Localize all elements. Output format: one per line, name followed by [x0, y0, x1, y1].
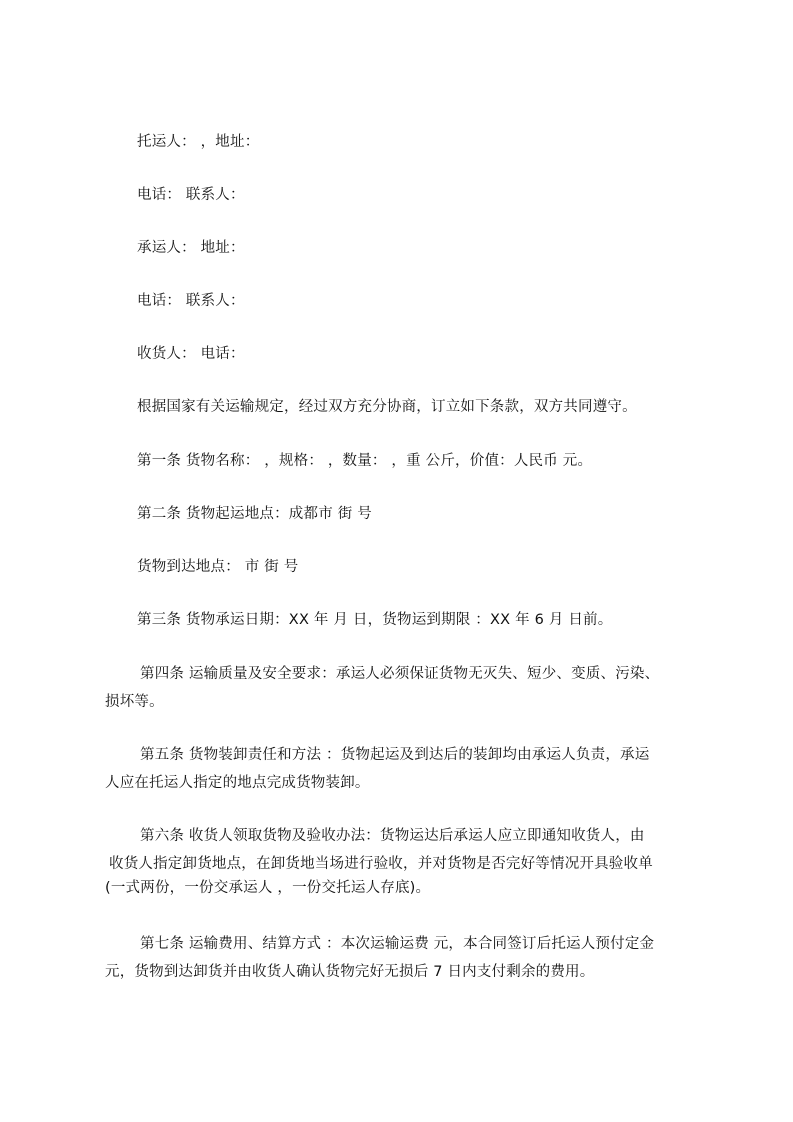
article-6-line-3: (一式两份，一份交承运人 ，一份交托运人存底)。: [105, 880, 431, 896]
preamble-line: 根据国家有关运输规定，经过双方充分协商，订立如下条款，双方共同遵守。: [137, 399, 637, 415]
article-1: 第一条 货物名称： ，规格： ，数量： ，重 公斤，价值：人民币 元。: [137, 453, 593, 469]
carrier-line: 承运人： 地址：: [137, 240, 245, 256]
article-2: 第二条 货物起运地点：成都市 街 号: [137, 506, 372, 522]
article-3: 第三条 货物承运日期：XX 年 月 日，货物运到期限 ：XX 年 6 月 日前。: [137, 612, 613, 628]
article-4-line-1: 第四条 运输质量及安全要求：承运人必须保证货物无灭失、短少、变质、污染、: [140, 666, 660, 682]
consignee-line: 收货人： 电话：: [137, 346, 245, 362]
article-4-line-2: 损坏等。: [105, 694, 164, 710]
article-5-line-1: 第五条 货物装卸责任和方法 ：货物起运及到达后的装卸均由承运人负责，承运: [140, 747, 650, 763]
article-7-line-2: 元，货物到达卸货并由收货人确认货物完好无损后 7 日内支付剩余的费用。: [105, 964, 595, 980]
destination-line: 货物到达地点： 市 街 号: [137, 559, 299, 575]
shipper-line: 托运人： ，地址：: [137, 134, 260, 150]
shipper-phone-line: 电话： 联系人：: [137, 187, 245, 203]
carrier-phone-line: 电话： 联系人：: [137, 293, 245, 309]
article-6-line-1: 第六条 收货人领取货物及验收办法：货物运达后承运人应立即通知收货人，由: [140, 828, 645, 844]
article-6-line-2: 收货人指定卸货地点，在卸货地当场进行验收，并对货物是否完好等情况开具验收单: [109, 856, 653, 872]
article-5-line-2: 人应在托运人指定的地点完成货物装卸。: [105, 775, 370, 791]
article-7-line-1: 第七条 运输费用、结算方式 ：本次运输运费 元，本合同签订后托运人预付定金: [140, 936, 655, 952]
